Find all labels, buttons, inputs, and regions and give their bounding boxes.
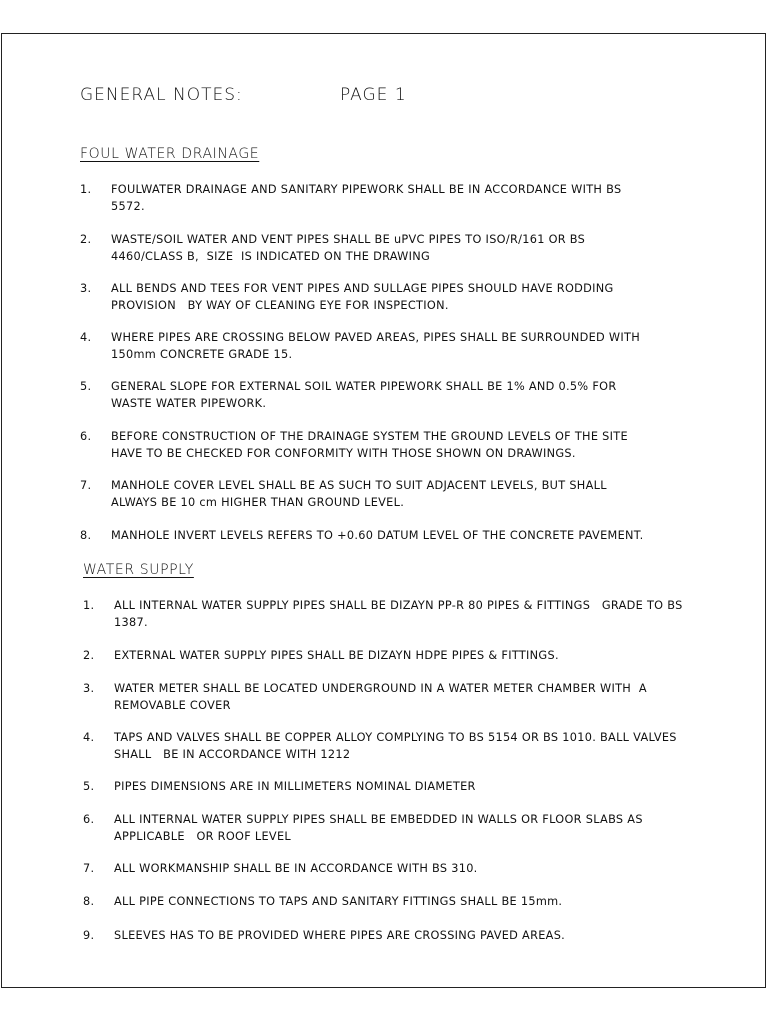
note-text: TAPS AND VALVES SHALL BE COPPER ALLOY COMPLYING TO BS 5154 OR BS 1010. BALL VALVES SHALL BE IN ACCORDANCE WITH 1212 [114, 731, 677, 761]
note-number: 2. [80, 233, 92, 246]
note-text: ALL PIPE CONNECTIONS TO TAPS AND SANITARY FITTINGS SHALL BE 15mm. [114, 895, 563, 908]
note-number: 5. [80, 380, 92, 393]
note-number: 7. [80, 479, 92, 492]
note-number: 9. [83, 929, 95, 942]
note-text: ALL INTERNAL WATER SUPPLY PIPES SHALL BE EMBEDDED IN WALLS OR FLOOR SLABS AS APPLICABLE OR ROOF LEVEL [114, 813, 643, 843]
note-number: 5. [83, 780, 95, 793]
note-text: GENERAL SLOPE FOR EXTERNAL SOIL WATER PIPEWORK SHALL BE 1% AND 0.5% FOR WASTE WATER PIPEWORK. [111, 380, 617, 410]
note-text: WHERE PIPES ARE CROSSING BELOW PAVED AREAS, PIPES SHALL BE SURROUNDED WITH 150mm CONCRETE GRADE 15. [111, 331, 640, 361]
note-number: 4. [80, 331, 92, 344]
note-text: FOULWATER DRAINAGE AND SANITARY PIPEWORK SHALL BE IN ACCORDANCE WITH BS 5572. [111, 183, 622, 213]
note-text: EXTERNAL WATER SUPPLY PIPES SHALL BE DIZAYN HDPE PIPES & FITTINGS. [114, 649, 559, 662]
note-number: 8. [80, 529, 92, 542]
note-number: 6. [83, 813, 95, 826]
note-text: ALL BENDS AND TEES FOR VENT PIPES AND SULLAGE PIPES SHOULD HAVE RODDING PROVISION BY WAY OF CLEANING EYE FOR INSPECTION. [111, 282, 614, 312]
note-number: 6. [80, 430, 92, 443]
note-text: ALL WORKMANSHIP SHALL BE IN ACCORDANCE WITH BS 310. [114, 862, 478, 875]
note-text: MANHOLE COVER LEVEL SHALL BE AS SUCH TO SUIT ADJACENT LEVELS, BUT SHALL ALWAYS BE 10 cm HIGHER THAN GROUND LEVEL. [111, 479, 607, 509]
section-heading-water-supply: WATER SUPPLY [83, 562, 194, 578]
note-number: 8. [83, 895, 95, 908]
note-number: 4. [83, 731, 95, 744]
note-text: WATER METER SHALL BE LOCATED UNDERGROUND IN A WATER METER CHAMBER WITH A REMOVABLE COVER [114, 682, 647, 712]
note-text: MANHOLE INVERT LEVELS REFERS TO +0.60 DATUM LEVEL OF THE CONCRETE PAVEMENT. [111, 529, 644, 542]
page-number: PAGE 1 [340, 85, 407, 105]
note-number: 2. [83, 649, 95, 662]
note-text: BEFORE CONSTRUCTION OF THE DRAINAGE SYSTEM THE GROUND LEVELS OF THE SITE HAVE TO BE CHECKED FOR CONFORMITY WITH THOSE SHOWN ON DRAWINGS. [111, 430, 628, 460]
note-text: WASTE/SOIL WATER AND VENT PIPES SHALL BE uPVC PIPES TO ISO/R/161 OR BS 4460/CLASS B, SIZE IS INDICATED ON THE DRAWING [111, 233, 586, 263]
note-number: 3. [83, 682, 95, 695]
note-number: 7. [83, 862, 95, 875]
note-number: 1. [80, 183, 92, 196]
section-heading-foul-water-drainage: FOUL WATER DRAINAGE [80, 146, 260, 162]
note-text: PIPES DIMENSIONS ARE IN MILLIMETERS NOMINAL DIAMETER [114, 780, 476, 793]
page-title: GENERAL NOTES: [80, 85, 243, 105]
note-text: SLEEVES HAS TO BE PROVIDED WHERE PIPES ARE CROSSING PAVED AREAS. [114, 929, 566, 942]
note-number: 3. [80, 282, 92, 295]
note-number: 1. [83, 599, 95, 612]
note-text: ALL INTERNAL WATER SUPPLY PIPES SHALL BE DIZAYN PP-R 80 PIPES & FITTINGS GRADE TO BS 1387. [114, 599, 683, 629]
